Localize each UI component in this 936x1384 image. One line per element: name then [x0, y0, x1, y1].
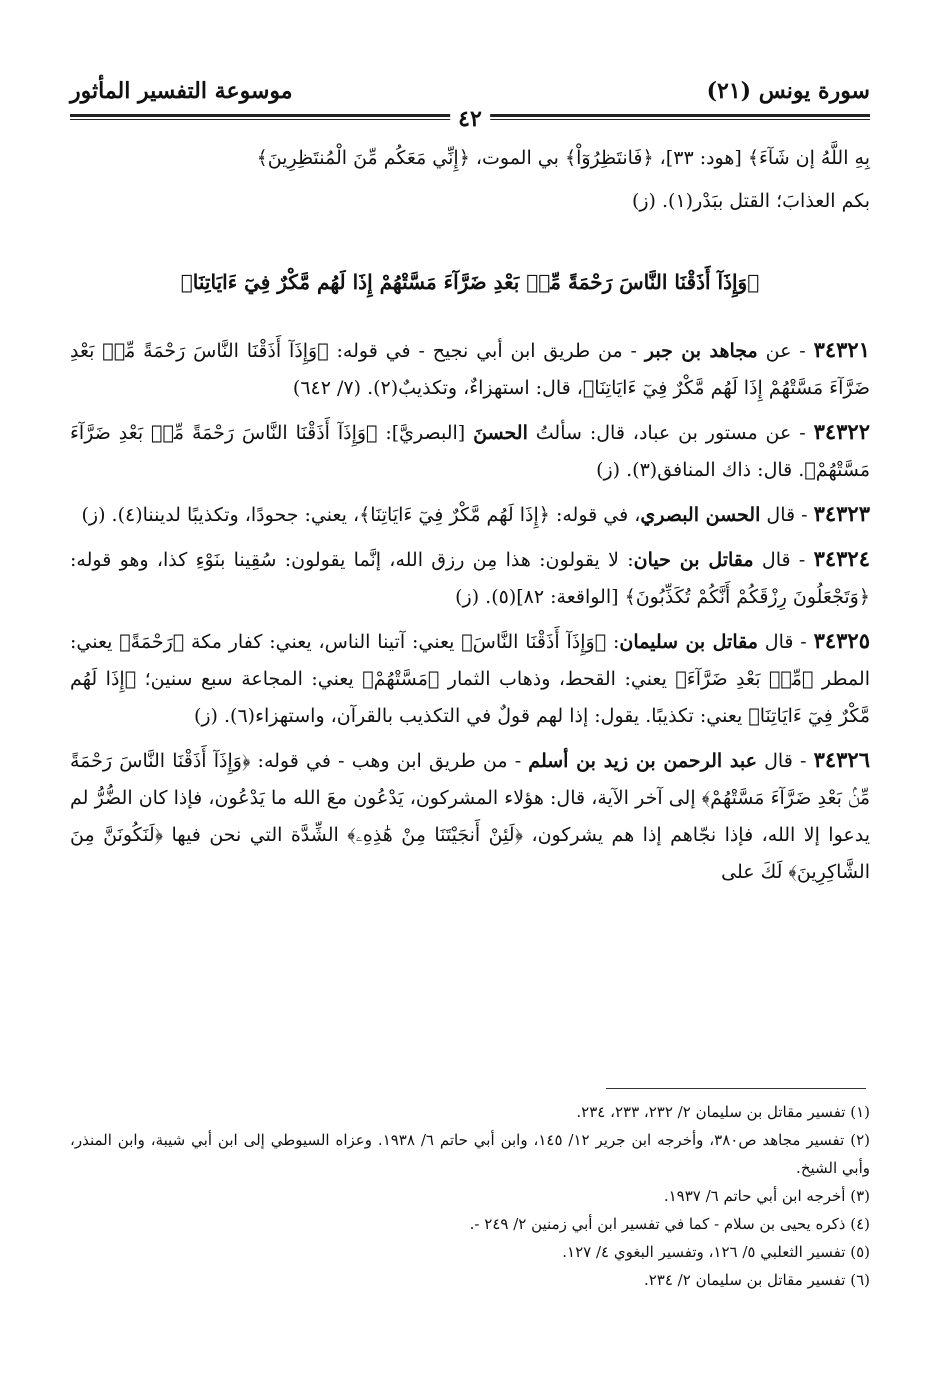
entry-lead: - قال [757, 631, 807, 653]
entry-number: ٣٤٣٢٣ [813, 501, 870, 526]
entry-number: ٣٤٣٢٥ [813, 628, 870, 653]
entry-34323 [70, 495, 870, 534]
entry-number: ٣٤٣٢٦ [813, 747, 870, 772]
footnote-5: (٥) تفسير الثعلبي ٥/ ١٢٦، وتفسير البغوي ٤/ ١٢٧. [562, 1243, 870, 1261]
footnote-2: (٢) تفسير مجاهد ص٣٨٠، وأخرجه ابن جرير ١٢/ ١٤٥، وابن أبي حاتم ٦/ ١٩٣٨. وعزاه السيوطي إلى ابن أبي شيبة، وابن المنذر، وأبي الشيخ. [70, 1131, 871, 1177]
page-number: ٤٢ [450, 106, 490, 132]
entry-number: ٣٤٣٢٢ [813, 419, 870, 444]
entry-34325 [70, 622, 870, 735]
surah-title: سورة يونس (٢١) [706, 78, 870, 104]
entry-lead: - قال [756, 750, 807, 772]
entry-text: [البصريَّ]: ﴿وَإِذَآ أَذَقْنَا النَّاسَ رَحْمَةً مِّنۢ بَعْدِ ضَرَّآءَ مَسَّتْهُمْ﴾. قال: ذاك المنافق(٣). (ز) [70, 422, 870, 481]
entry-text: - من طريق ابن وهب - في قوله: ﴿وَإِذَآ أَذَقْنَا النَّاسَ رَحْمَةً مِّنۢ بَعْدِ ضَرَّآءَ مَسَّتْهُمْ﴾ إلى آخر الآية، قال: هؤلاء المشركون، يَدْعُون معَ الله ما يَدْعُون، فإذا كان الضُّرُّ لم يدعوا إلا الله، فإذا نجّاهم إذا هم يشركون، ﴿لَئِنْ أَنجَيْتَنَا مِنْ هَٰذِهِۦ﴾ الشِّدَّة التي نحن فيها ﴿لَنَكُونَنَّ مِنَ الشَّاكِرِينَ﴾ لَكَ على [70, 750, 870, 883]
entry-34322 [70, 413, 870, 489]
verse-heading: ﴿وَإِذَآ أَذَقْنَا النَّاسَ رَحْمَةً مِّنۢ بَعْدِ ضَرَّآءَ مَسَّتْهُمْ إِذَا لَهُم مَّكْرٌ فِيٓ ءَايَاتِنَا﴾ [180, 270, 760, 294]
narrator-name: الحسنَ [473, 422, 528, 444]
narrator-name: مقاتل بن حيان [633, 549, 754, 571]
main-text [70, 140, 870, 897]
entry-lead: - قال [753, 549, 806, 571]
intro-line-1: بِهِ اللَّهُ إن شَآءَ﴾ [هود: ٣٣]، ﴿فَانتَظِرُوٓاْ﴾ بي الموت، ﴿إِنِّي مَعَكُم مِّنَ الْمُنتَظِرِينَ﴾ [256, 147, 870, 169]
narrator-name: مجاهد بن جبر [644, 340, 758, 362]
entry-lead: - قال [760, 504, 808, 526]
footnote-4: (٤) ذكره يحيى بن سلام - كما في تفسير ابن أبي زمنين ٢/ ٢٤٩ -. [469, 1215, 870, 1233]
footnotes [70, 1098, 870, 1294]
footnote-3: (٣) أخرجه ابن أبي حاتم ٦/ ١٩٣٧. [663, 1187, 870, 1205]
narrator-name: مقاتل بن سليمان [619, 631, 758, 653]
entry-lead: - عن مستور بن عباد، قال: سألتُ [527, 422, 806, 444]
entry-number: ٣٤٣٢٤ [813, 546, 870, 571]
entry-34326 [70, 741, 870, 891]
footnote-1: (١) تفسير مقاتل بن سليمان ٢/ ٢٣٢، ٢٣٣، ٢٣٤. [576, 1103, 870, 1121]
footnote-6: (٦) تفسير مقاتل بن سليمان ٢/ ٢٣٤. [643, 1271, 870, 1289]
entry-34321 [70, 331, 870, 407]
narrator-name: عبد الرحمن بن زيد بن أسلم [528, 750, 757, 772]
entry-number: ٣٤٣٢١ [813, 337, 870, 362]
entry-text: : لا يقولون: هذا مِن رزق الله، إنَّما يقولون: سُقِينا بنَوْءِ كذا، وهو قوله: ﴿وَتَجْعَلُونَ رِزْقَكُمْ أَنَّكُمْ تُكَذِّبُونَ﴾ [الواقعة: ٨٢](٥). (ز) [70, 549, 870, 608]
narrator-name: الحسن البصري [640, 504, 761, 526]
entry-text: ، في قوله: ﴿إِذَا لَهُم مَّكْرٌ فِيٓ ءَايَاتِنَا﴾، يعني: جحودًا، وتكذيبًا لديننا(٤). (ز) [81, 504, 641, 526]
entry-lead: - عن [757, 340, 806, 362]
entry-text: : ﴿وَإِذَآ أَذَقْنَا النَّاسَ﴾ يعني: آتينا الناس، يعني: كفار مكة ﴿رَحْمَةً﴾ يعني: المطر ﴿مِّنۢ بَعْدِ ضَرَّآءَ﴾ يعني: القحط، وذهاب الثمار ﴿مَسَّتْهُمْ﴾ يعني: المجاعة سبع سنين؛ ﴿إِذَا لَهُم مَّكْرٌ فِيٓ ءَايَاتِنَا﴾ يعني: تكذيبًا. يقول: إذا لهم قولٌ في التكذيب بالقرآن، واستهزاء(٦). (ز) [70, 631, 870, 727]
running-header [70, 68, 870, 132]
book-title: موسوعة التفسير المأثور [70, 78, 293, 104]
intro-line-2: بكم العذابَ؛ القتل ببَدْر(١). (ز) [631, 190, 870, 212]
footnote-separator [606, 1088, 866, 1089]
entry-34324 [70, 540, 870, 616]
entry-text: - من طريق ابن أبي نجيح - في قوله: ﴿وَإِذَآ أَذَقْنَا النَّاسَ رَحْمَةً مِّنۢ بَعْدِ ضَرَّآءَ مَسَّتْهُمْ إِذَا لَهُم مَّكْرٌ فِيٓ ءَايَاتِنَا﴾، قال: استهزاءٌ، وتكذيبٌ(٢). (٧/ ٦٤٢) [70, 340, 870, 399]
